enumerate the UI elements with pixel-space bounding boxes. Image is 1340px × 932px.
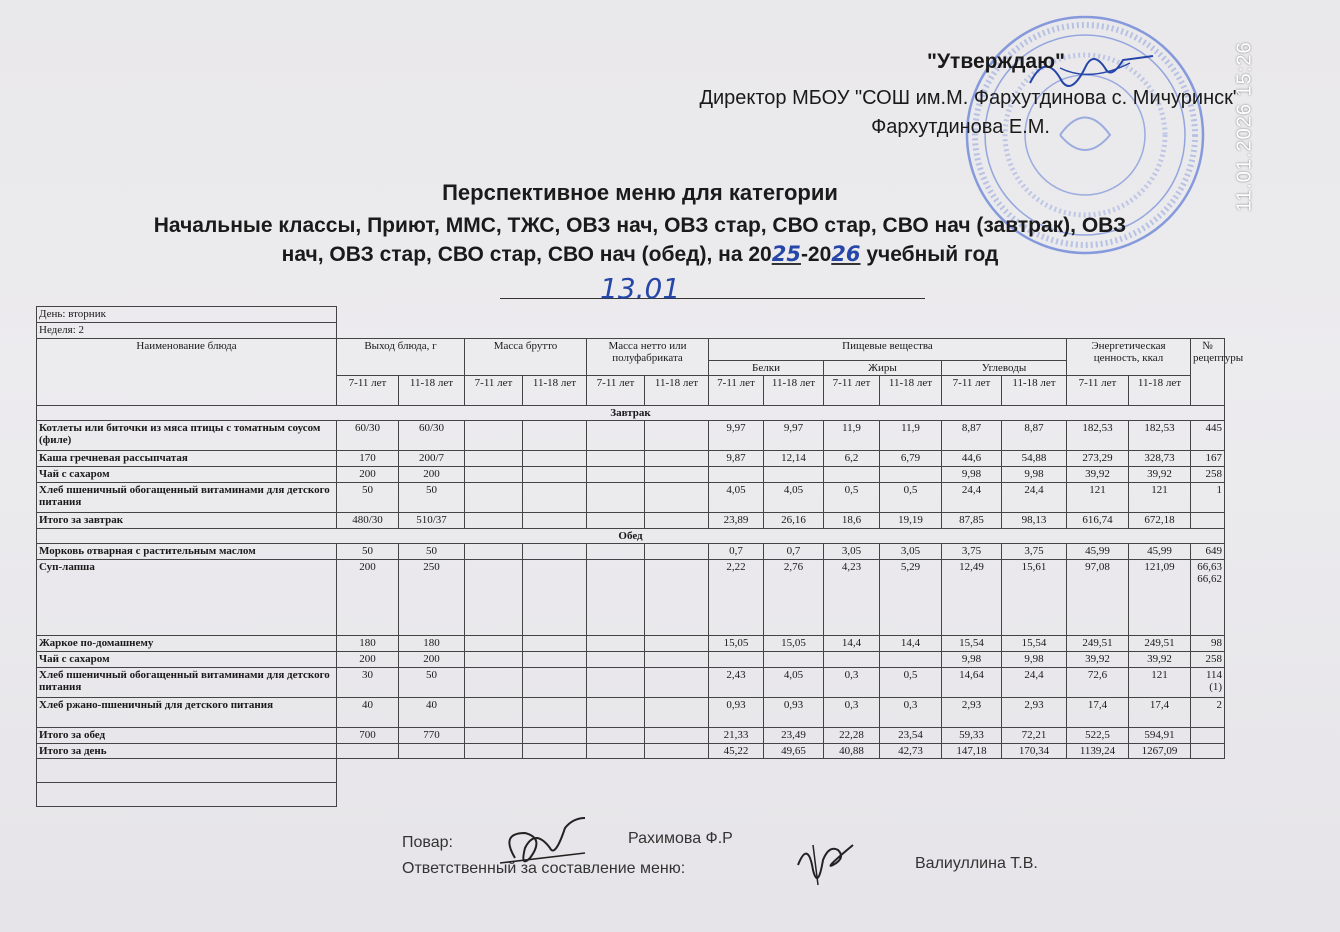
year-start: 25: [771, 242, 801, 266]
cell: [645, 467, 709, 483]
cell: 0,7: [709, 544, 764, 560]
year-suffix: учебный год: [860, 243, 999, 266]
cell: [587, 636, 645, 652]
age-col: 7-11 лет: [824, 376, 880, 406]
menu-row: [37, 513, 1225, 529]
cell: 50: [399, 483, 465, 513]
menu-row: [37, 636, 1225, 652]
cell: [465, 652, 523, 668]
cell: 50: [399, 668, 465, 698]
cell: [465, 513, 523, 529]
cell: 72,6: [1067, 668, 1129, 698]
cell: 8,87: [1002, 421, 1067, 451]
cell: 121: [1129, 483, 1191, 513]
cell: 121: [1129, 668, 1191, 698]
age-col: 11-18 лет: [523, 376, 587, 406]
cell: 8,87: [942, 421, 1002, 451]
cell: 182,53: [1067, 421, 1129, 451]
cell: 4,05: [709, 483, 764, 513]
cell: [465, 467, 523, 483]
cell: 59,33: [942, 728, 1002, 744]
cell: 15,61: [1002, 560, 1067, 636]
cell: 9,87: [709, 451, 764, 467]
cell: 15,54: [942, 636, 1002, 652]
cell: 14,4: [880, 636, 942, 652]
cell: 200: [399, 652, 465, 668]
cell: 45,22: [709, 744, 764, 759]
cell: 121: [1067, 483, 1129, 513]
cell: 2,22: [709, 560, 764, 636]
cell: 72,21: [1002, 728, 1067, 744]
cell: [645, 698, 709, 728]
cell: 770: [399, 728, 465, 744]
cell: 249,51: [1129, 636, 1191, 652]
cell: [764, 467, 824, 483]
cell: [523, 451, 587, 467]
cell: 170,34: [1002, 744, 1067, 759]
cell: 97,08: [1067, 560, 1129, 636]
day-label: День: вторник: [37, 307, 337, 323]
menu-row: [37, 560, 1225, 636]
handwritten-date: 13.01: [600, 272, 681, 305]
recipe-number: 1: [1191, 483, 1225, 513]
cell: 700: [337, 728, 399, 744]
cell: [645, 451, 709, 467]
menu-row: [37, 451, 1225, 467]
cell: 23,54: [880, 728, 942, 744]
cell: [880, 467, 942, 483]
cell: 273,29: [1067, 451, 1129, 467]
cell: 522,5: [1067, 728, 1129, 744]
cell: 2,93: [1002, 698, 1067, 728]
cell: 30: [337, 668, 399, 698]
recipe-number: 114 (1): [1191, 668, 1225, 698]
cell: [587, 513, 645, 529]
cell: [764, 652, 824, 668]
cell: 121,09: [1129, 560, 1191, 636]
cell: 480/30: [337, 513, 399, 529]
cell: [645, 483, 709, 513]
cell: 2,76: [764, 560, 824, 636]
cell: 3,05: [880, 544, 942, 560]
header-gross: Масса брутто: [465, 339, 587, 376]
cell: 594,91: [1129, 728, 1191, 744]
director-position: Директор МБОУ "СОШ им.М. Фархутдинова с. Мичуринск": [699, 87, 1240, 109]
cell: 14,64: [942, 668, 1002, 698]
cell: 2,43: [709, 668, 764, 698]
cell: 39,92: [1129, 652, 1191, 668]
header-output: Выход блюда, г: [337, 339, 465, 376]
cell: 12,14: [764, 451, 824, 467]
cell: [587, 421, 645, 451]
cell: 49,65: [764, 744, 824, 759]
cell: 3,75: [1002, 544, 1067, 560]
dish-name: Хлеб ржано-пшеничный для детского питания: [37, 698, 337, 728]
cell: 40: [337, 698, 399, 728]
cell: 0,5: [880, 483, 942, 513]
recipe-number: 98: [1191, 636, 1225, 652]
cell: 39,92: [1067, 652, 1129, 668]
menu-categories: [40, 212, 1240, 269]
menu-row: [37, 728, 1225, 744]
cell: 9,98: [1002, 652, 1067, 668]
cell: 0,93: [709, 698, 764, 728]
cell: [709, 652, 764, 668]
cell: 14,4: [824, 636, 880, 652]
cell: 9,97: [709, 421, 764, 451]
year-end: 26: [831, 242, 861, 266]
cell: [465, 728, 523, 744]
cell: 200: [337, 560, 399, 636]
dish-name: Итого за завтрак: [37, 513, 337, 529]
recipe-number: 66,63 66,62: [1191, 560, 1225, 636]
cell: 22,28: [824, 728, 880, 744]
year-prefix: нач, ОВЗ стар, СВО стар, СВО нач (обед), на 20: [281, 243, 772, 266]
cell: [465, 668, 523, 698]
cell: [880, 652, 942, 668]
cell: [587, 652, 645, 668]
cell: [645, 668, 709, 698]
menu-row: [37, 421, 1225, 451]
cell: 24,4: [942, 483, 1002, 513]
cell: [465, 483, 523, 513]
cell: [587, 728, 645, 744]
cell: 15,54: [1002, 636, 1067, 652]
cell: 21,33: [709, 728, 764, 744]
cell: [587, 698, 645, 728]
day-total-row: [37, 744, 1225, 759]
menu-row: [37, 544, 1225, 560]
cell: 1267,09: [1129, 744, 1191, 759]
director-name: Фархутдинова Е.М.: [871, 116, 1050, 138]
cell: 17,4: [1129, 698, 1191, 728]
cell: 4,23: [824, 560, 880, 636]
dish-name: Хлеб пшеничный обогащенный витаминами для детского питания: [37, 483, 337, 513]
lunch-rows: [37, 544, 1225, 744]
section-lunch: Обед: [37, 529, 1225, 544]
cell: [523, 698, 587, 728]
responsible-name: Валиуллина Т.В.: [915, 855, 1038, 872]
cell: 510/37: [399, 513, 465, 529]
age-col: 7-11 лет: [337, 376, 399, 406]
menu-row: [37, 467, 1225, 483]
academic-year-line: [40, 240, 1240, 269]
cell: 15,05: [764, 636, 824, 652]
cell: 50: [337, 544, 399, 560]
cell: 11,9: [824, 421, 880, 451]
recipe-number: 649: [1191, 544, 1225, 560]
cell: 50: [399, 544, 465, 560]
cell: 328,73: [1129, 451, 1191, 467]
header-proteins: Белки: [709, 361, 824, 376]
cell: [645, 544, 709, 560]
cell: 200: [337, 467, 399, 483]
dish-name: Котлеты или биточки из мяса птицы с томатным соусом (филе): [37, 421, 337, 451]
cell: 9,98: [942, 467, 1002, 483]
cell: [645, 728, 709, 744]
cell: 616,74: [1067, 513, 1129, 529]
header-energy: Энергетическая ценность, ккал: [1067, 339, 1191, 376]
cell: 180: [399, 636, 465, 652]
cell: 0,5: [824, 483, 880, 513]
cell: 40: [399, 698, 465, 728]
age-col: 11-18 лет: [399, 376, 465, 406]
cell: 1139,24: [1067, 744, 1129, 759]
timestamp-text: 11.01.2026 15:26: [1233, 41, 1256, 212]
categories-line: Начальные классы, Приют, ММС, ТЖС, ОВЗ нач, ОВЗ стар, СВО стар, СВО нач (завтрак), ОВЗ: [153, 214, 1127, 237]
cell: 54,88: [1002, 451, 1067, 467]
age-col: 11-18 лет: [645, 376, 709, 406]
cell: 4,05: [764, 668, 824, 698]
cell: [709, 467, 764, 483]
date-underline: [500, 298, 925, 299]
dish-name: Морковь отварная с растительным маслом: [37, 544, 337, 560]
cell: [523, 652, 587, 668]
dish-name: Хлеб пшеничный обогащенный витаминами для детского питания: [37, 668, 337, 698]
cell: 200: [399, 467, 465, 483]
age-col: 7-11 лет: [1067, 376, 1129, 406]
cell: 26,16: [764, 513, 824, 529]
cell: 0,7: [764, 544, 824, 560]
cell: [465, 544, 523, 560]
age-col: 7-11 лет: [465, 376, 523, 406]
recipe-number: [1191, 513, 1225, 529]
cell: 672,18: [1129, 513, 1191, 529]
cell: 24,4: [1002, 668, 1067, 698]
cell: 19,19: [880, 513, 942, 529]
cell: 3,05: [824, 544, 880, 560]
cell: 3,75: [942, 544, 1002, 560]
cell: [645, 421, 709, 451]
menu-row: [37, 698, 1225, 728]
cell: [523, 544, 587, 560]
cell: 0,3: [880, 698, 942, 728]
cell: [523, 668, 587, 698]
recipe-number: 445: [1191, 421, 1225, 451]
cell: [587, 467, 645, 483]
breakfast-rows: [37, 421, 1225, 529]
cell: [645, 636, 709, 652]
age-col: 11-18 лет: [880, 376, 942, 406]
cell: 4,05: [764, 483, 824, 513]
age-col: 7-11 лет: [709, 376, 764, 406]
cell: 0,3: [824, 668, 880, 698]
dish-name: Жаркое по-домашнему: [37, 636, 337, 652]
cell: 9,98: [942, 652, 1002, 668]
cell: 60/30: [337, 421, 399, 451]
cell: [587, 668, 645, 698]
header-dish: Наименование блюда: [37, 339, 337, 406]
age-col: 7-11 лет: [942, 376, 1002, 406]
cell: 98,13: [1002, 513, 1067, 529]
year-sep: -20: [800, 243, 832, 266]
cell: 87,85: [942, 513, 1002, 529]
cell: 15,05: [709, 636, 764, 652]
age-col: 11-18 лет: [1129, 376, 1191, 406]
menu-table: [36, 306, 1244, 807]
age-col: 11-18 лет: [1002, 376, 1067, 406]
cell: 147,18: [942, 744, 1002, 759]
week-label: Неделя: 2: [37, 323, 337, 339]
cell: 2,93: [942, 698, 1002, 728]
recipe-number: 258: [1191, 467, 1225, 483]
cell: [645, 513, 709, 529]
menu-title: Перспективное меню для категории: [442, 180, 838, 205]
cell: 250: [399, 560, 465, 636]
cell: [523, 421, 587, 451]
header-fats: Жиры: [824, 361, 942, 376]
cell: 40,88: [824, 744, 880, 759]
recipe-number: 258: [1191, 652, 1225, 668]
cell: [645, 652, 709, 668]
recipe-number: 167: [1191, 451, 1225, 467]
dish-name: Каша гречневая рассыпчатая: [37, 451, 337, 467]
cell: 9,98: [1002, 467, 1067, 483]
cell: 6,2: [824, 451, 880, 467]
cell: [587, 544, 645, 560]
section-breakfast: Завтрак: [37, 406, 1225, 421]
cell: 39,92: [1129, 467, 1191, 483]
cell: [587, 560, 645, 636]
age-col: 11-18 лет: [764, 376, 824, 406]
dish-name: Чай с сахаром: [37, 652, 337, 668]
cell: 6,79: [880, 451, 942, 467]
cell: 45,99: [1067, 544, 1129, 560]
cell: [465, 560, 523, 636]
cell: 23,89: [709, 513, 764, 529]
cell: 0,3: [824, 698, 880, 728]
header-net: Масса нетто или полуфабриката: [587, 339, 709, 376]
cell: [523, 513, 587, 529]
cell: 18,6: [824, 513, 880, 529]
cell: [824, 652, 880, 668]
cook-signature: [495, 818, 595, 878]
cell: [824, 467, 880, 483]
cell: [465, 421, 523, 451]
cell: [587, 483, 645, 513]
header-recipe: № рецептуры: [1191, 339, 1225, 406]
menu-row: [37, 483, 1225, 513]
recipe-number: 2: [1191, 698, 1225, 728]
recipe-number: [1191, 728, 1225, 744]
header-carbs: Углеводы: [942, 361, 1067, 376]
cell: [645, 560, 709, 636]
cell: 170: [337, 451, 399, 467]
header-nutrients: Пищевые вещества: [709, 339, 1067, 361]
cell: 0,5: [880, 668, 942, 698]
cook-label: Повар:: [402, 834, 453, 851]
cook-name: Рахимова Ф.Р: [628, 830, 733, 847]
cell: 23,49: [764, 728, 824, 744]
cell: 17,4: [1067, 698, 1129, 728]
day-total-label: Итого за день: [37, 744, 337, 759]
cell: [523, 728, 587, 744]
cell: 24,4: [1002, 483, 1067, 513]
cell: 249,51: [1067, 636, 1129, 652]
menu-row: [37, 668, 1225, 698]
cell: [465, 698, 523, 728]
cell: [523, 483, 587, 513]
cell: 0,93: [764, 698, 824, 728]
cell: 200/7: [399, 451, 465, 467]
cell: 39,92: [1067, 467, 1129, 483]
cell: 42,73: [880, 744, 942, 759]
cell: 45,99: [1129, 544, 1191, 560]
dish-name: Суп-лапша: [37, 560, 337, 636]
cell: 182,53: [1129, 421, 1191, 451]
cell: 44,6: [942, 451, 1002, 467]
cell: [465, 451, 523, 467]
cell: [523, 636, 587, 652]
responsible-signature: [788, 835, 868, 890]
dish-name: Чай с сахаром: [37, 467, 337, 483]
approve-label: "Утверждаю": [927, 50, 1065, 73]
cell: [523, 560, 587, 636]
cell: 180: [337, 636, 399, 652]
menu-row: [37, 652, 1225, 668]
cell: [465, 636, 523, 652]
cell: 12,49: [942, 560, 1002, 636]
dish-name: Итого за обед: [37, 728, 337, 744]
cell: 5,29: [880, 560, 942, 636]
cell: 50: [337, 483, 399, 513]
cell: 11,9: [880, 421, 942, 451]
cell: [587, 451, 645, 467]
age-col: 7-11 лет: [587, 376, 645, 406]
cell: 9,97: [764, 421, 824, 451]
cell: 200: [337, 652, 399, 668]
cell: 60/30: [399, 421, 465, 451]
cell: [523, 467, 587, 483]
responsible-label: Ответственный за составление меню:: [402, 860, 686, 877]
